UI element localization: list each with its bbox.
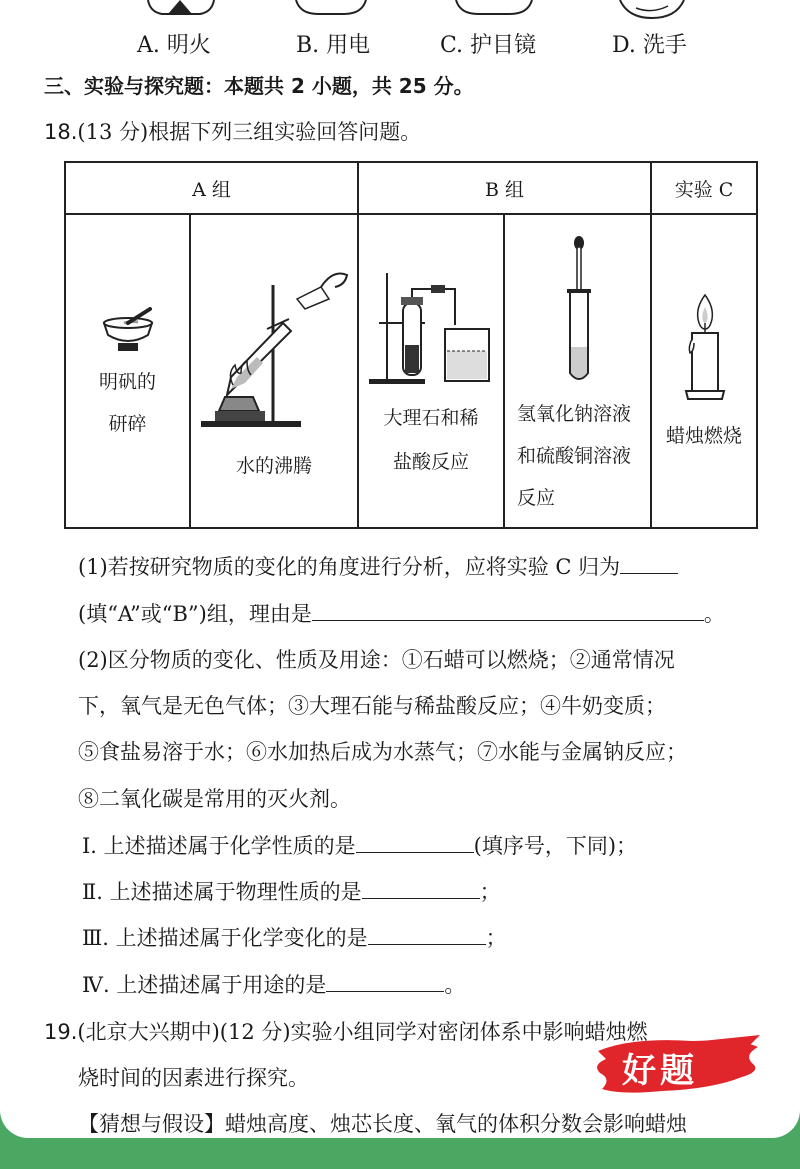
option-b: B. 用电 — [296, 33, 371, 58]
sub-suffix: ； — [479, 880, 501, 904]
part1-end: 。 — [703, 602, 725, 626]
header-group-a: A 组 — [65, 162, 358, 214]
part1-text: (填“A”或“B”)组，理由是 — [78, 602, 312, 626]
caption-line: 和硫酸铜溶液 — [517, 445, 632, 467]
cell-candle-burning — [651, 214, 757, 528]
part1-line2 — [78, 598, 725, 628]
good-question-badge — [592, 1033, 764, 1105]
electricity-icon — [296, 0, 366, 14]
sub-text: Ⅱ. 上述描述属于物理性质的是 — [82, 880, 362, 904]
section-title: 三、实验与探究题：本题共 2 小题，共 25 分。 — [44, 74, 474, 98]
cell-naoh-cuso4 — [504, 214, 651, 528]
dropper-test-tube-icon — [561, 235, 597, 385]
answer-blank[interactable] — [356, 851, 474, 853]
stem-text: (13 分)根据下列三组实验回答问题。 — [77, 120, 422, 144]
q19-text: (北京大兴期中)(12 分)实验小组同学对密闭体系中影响蜡烛燃 — [77, 1020, 648, 1044]
caption-line: 大理石和稀 — [383, 407, 479, 429]
caption-line: 反应 — [517, 487, 556, 509]
handwash-icon — [620, 0, 684, 18]
option-a: A. 明火 — [137, 33, 211, 58]
sub-question-3 — [82, 922, 507, 952]
answer-blank[interactable] — [620, 572, 678, 574]
sub-suffix: 。 — [444, 973, 466, 997]
part2-line: ⑧二氧化碳是常用的灭火剂。 — [78, 787, 351, 811]
caption-line: 蜡烛燃烧 — [666, 425, 743, 447]
question-number: 18. — [44, 120, 78, 144]
candle-icon — [682, 291, 728, 407]
boiling-apparatus-icon — [197, 265, 357, 435]
question-19-line1 — [44, 1016, 648, 1046]
option-c: C. 护目镜 — [440, 33, 537, 58]
option-icons — [0, 0, 800, 24]
part2-line: ⑤食盐易溶于水；⑥水加热后成为水蒸气；⑦水能与金属钠反应； — [78, 740, 687, 764]
question-19-line2: 烧时间的因素进行探究。 — [78, 1066, 309, 1090]
sub-text: Ⅰ. 上述描述属于化学性质的是 — [82, 834, 356, 858]
sub-question-4 — [82, 969, 465, 999]
question-18-stem — [44, 116, 421, 146]
cell-water-boiling — [190, 214, 358, 528]
cell-alum-grinding — [65, 214, 190, 528]
sub-text: Ⅲ. 上述描述属于化学变化的是 — [82, 926, 368, 950]
question-19-line3: 【猜想与假设】蜡烛高度、烛芯长度、氧气的体积分数会影响蜡烛 — [78, 1112, 687, 1136]
sub-text: Ⅳ. 上述描述属于用途的是 — [82, 973, 327, 997]
answer-blank[interactable] — [312, 619, 704, 621]
part1-line1 — [78, 551, 678, 581]
answer-blank[interactable] — [326, 990, 444, 992]
sub-question-1 — [82, 830, 637, 860]
cell-marble-acid — [358, 214, 504, 528]
option-d: D. 洗手 — [612, 33, 687, 58]
header-group-b: B 组 — [358, 162, 651, 214]
gas-generation-apparatus-icon — [367, 267, 499, 387]
sub-question-2 — [82, 876, 501, 906]
caption-line: 水的沸腾 — [236, 455, 313, 477]
caption-line: 氢氧化钠溶液 — [517, 403, 632, 425]
experiment-table — [64, 161, 758, 529]
part1-text: (1)若按研究物质的变化的角度进行分析，应将实验 C 归为 — [78, 555, 621, 579]
caption-line: 研碎 — [108, 413, 147, 435]
part2-line: 下，氧气是无色气体；③大理石能与稀盐酸反应；④牛奶变质； — [78, 694, 666, 718]
answer-blank[interactable] — [362, 897, 480, 899]
question-number: 19. — [44, 1020, 78, 1044]
sub-suffix: (填序号，下同)； — [473, 834, 638, 858]
header-experiment-c: 实验 C — [651, 162, 757, 214]
badge-text: 好题 — [622, 1051, 698, 1091]
caption-line: 明矾的 — [98, 371, 156, 393]
goggles-icon — [456, 0, 532, 14]
sub-suffix: ； — [485, 926, 507, 950]
part2-line: (2)区分物质的变化、性质及用途：①石蜡可以燃烧；②通常情况 — [78, 648, 675, 672]
mortar-pestle-icon — [98, 307, 158, 357]
caption-line: 盐酸反应 — [393, 451, 470, 473]
answer-blank[interactable] — [368, 943, 486, 945]
